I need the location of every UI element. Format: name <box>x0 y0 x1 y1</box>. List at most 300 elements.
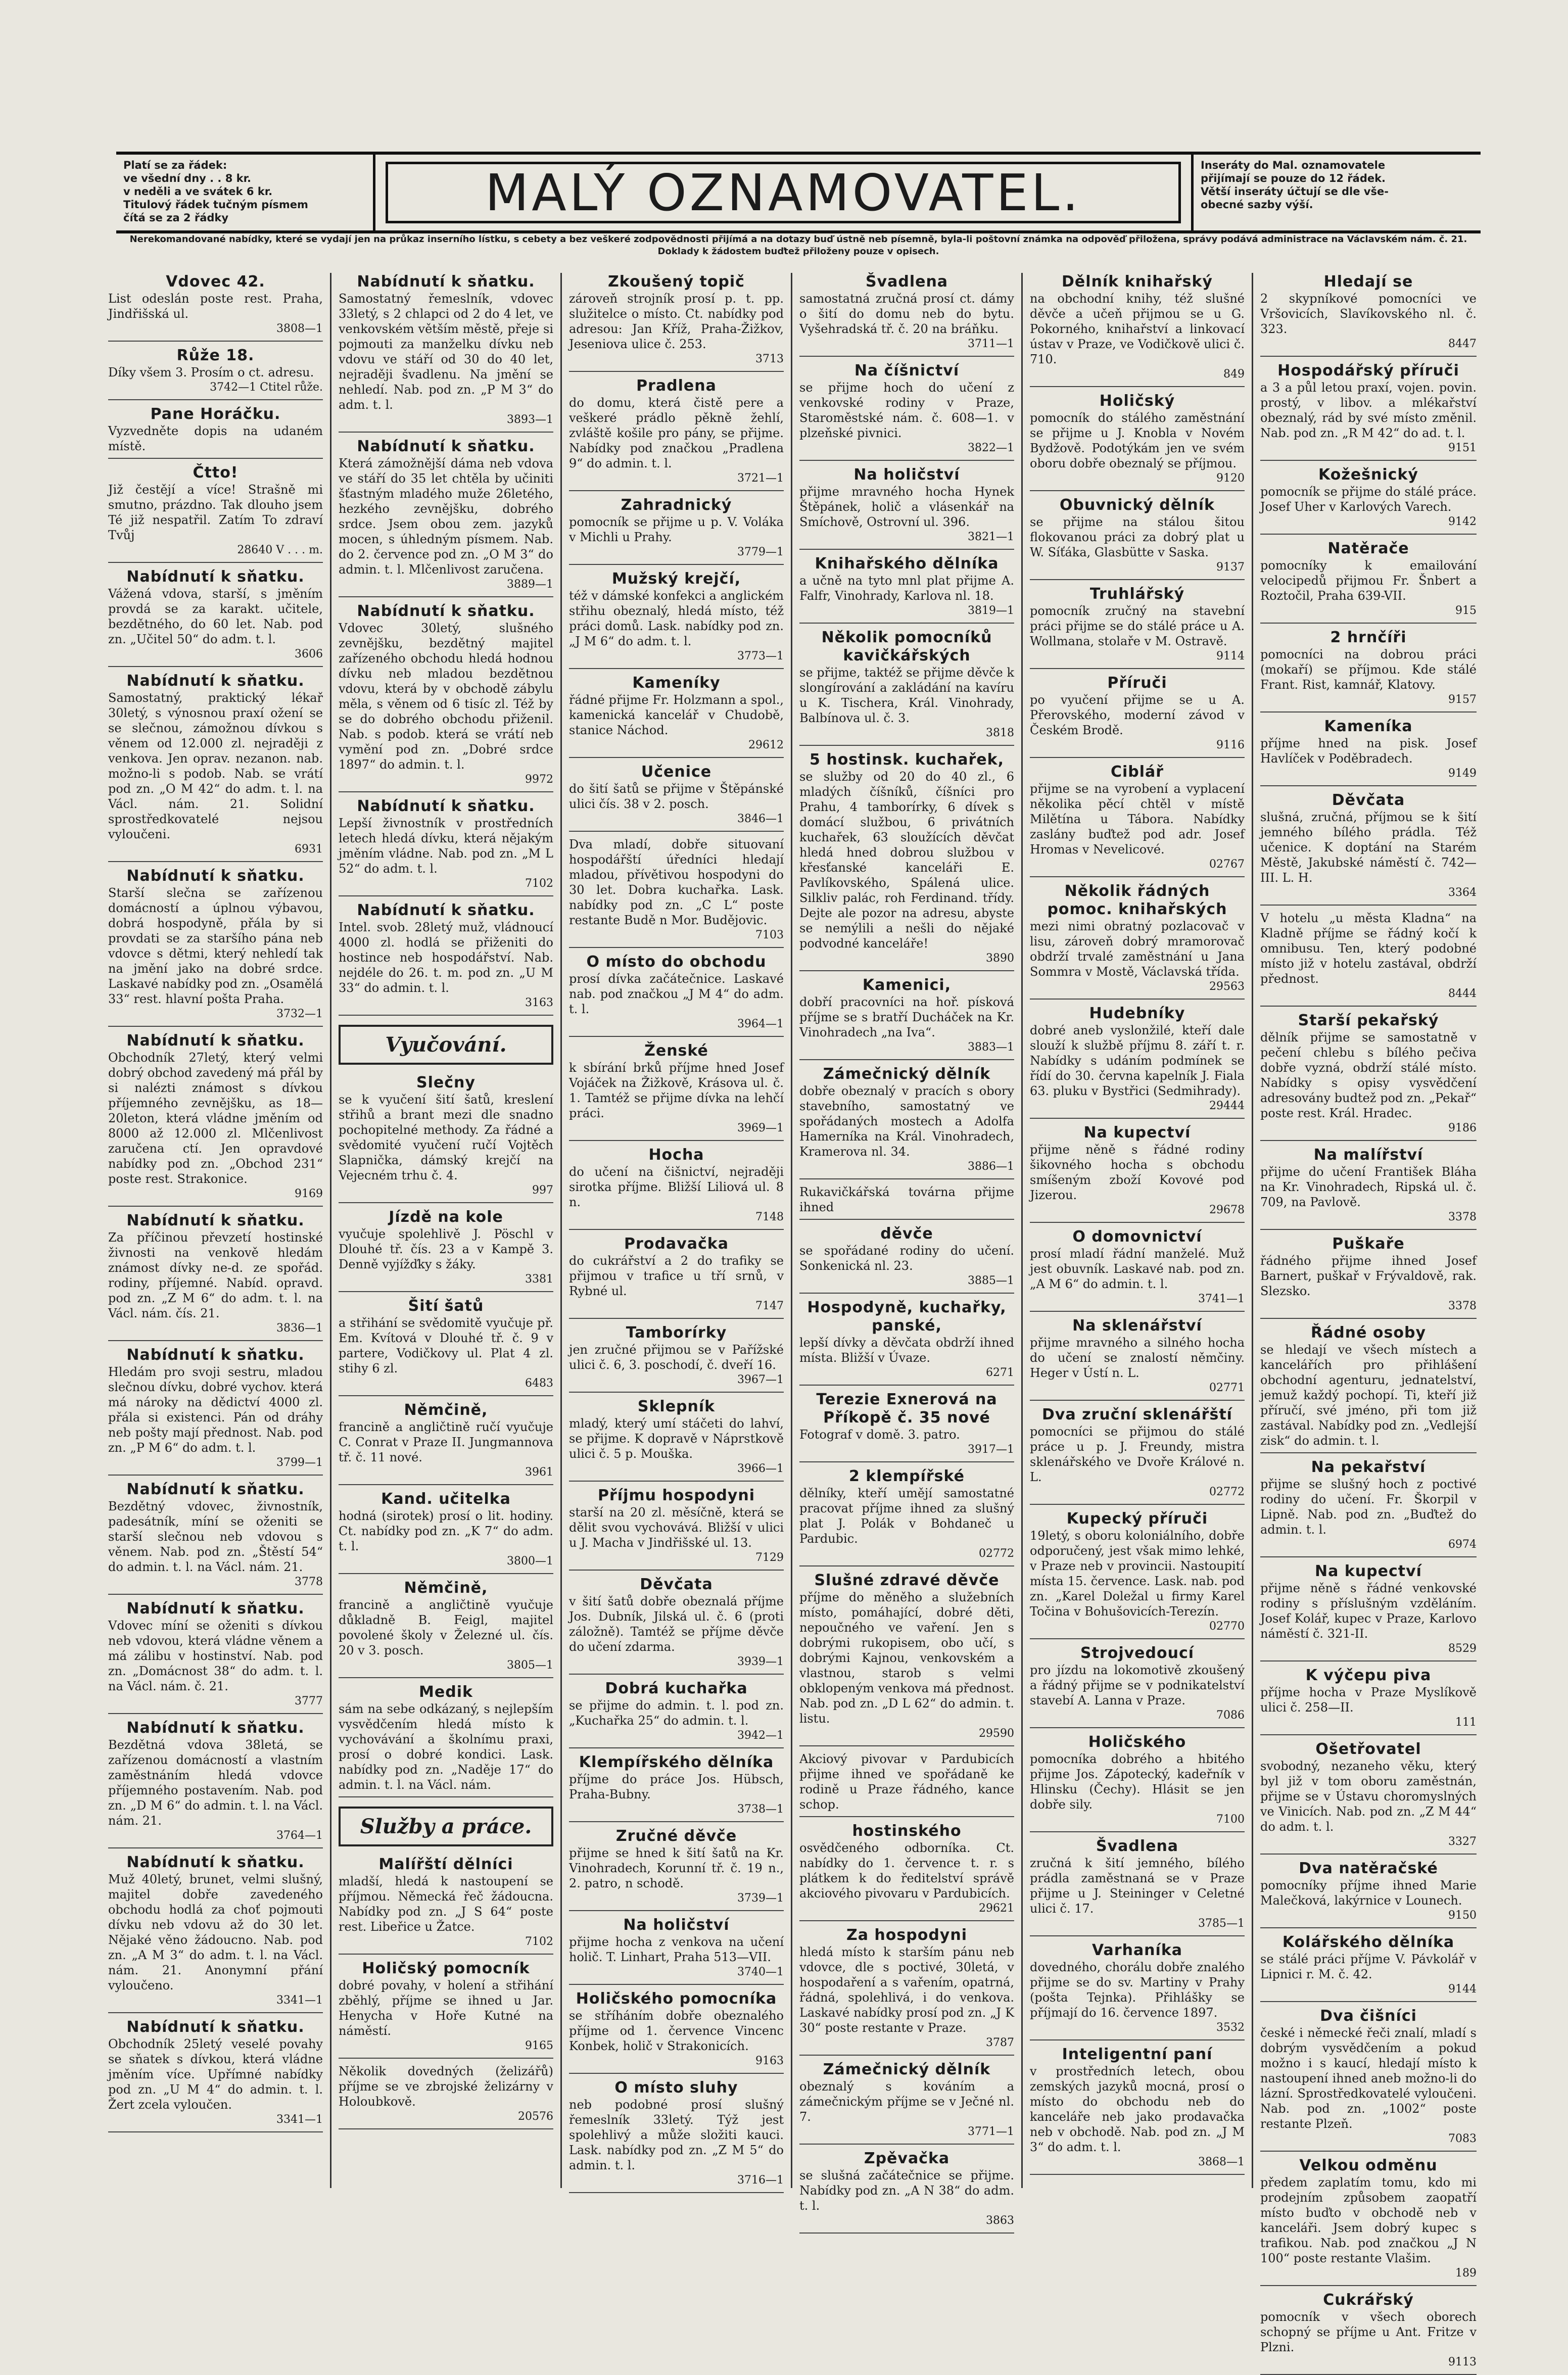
ad-code: 6271 <box>986 1366 1014 1379</box>
ad-text: Dva mladí, dobře situovaní hospodářští úředníci hledají mladou, přívětivou hospodyni do 30 let. Dobra kuchařka. Lask. nabídky pod zn. „C L“ poste restante Budě n Mor. Budějovic. <box>569 837 784 927</box>
ad-text: Intel. svob. 28letý muž, vládnoucí 4000 zl. hodlá se přiženiti do hostince neb hospodářství. Nab. nejdéle do 26. t. m. pod zn. „U M 33“ do admin. t. l. <box>339 920 553 995</box>
ad-text: V hotelu „u města Kladna“ na Kladně příjme se řádný kočí k omnibusu. Ten, který podobné místo již v hotelu zastával, obdrží přednost. <box>1260 911 1477 986</box>
notice-text: Nerekomandované nabídky, které se vydají jen na průkaz inserního lístku, s cebety a bez veškeré zodpovědnosti přijímá a na dotazy buď ústně neb písemně, byla-li poštovní známka na odpověď přiložena, správy podává administrace na Václavském nám. č. 21. Doklady k žádostem buďtež přiloženy pouze v opisech. <box>129 234 1467 257</box>
ad-text: neb podobné prosí slušný řemeslník 33letý. Týž jest spolehlivý a může složiti kauci. Lask. nabídky pod zn. „Z M 5“ do admin. t. l. <box>569 2098 784 2172</box>
ad-code: 3785—1 <box>1198 1917 1245 1930</box>
classified-ad <box>339 901 553 1016</box>
ad-title: Terezie Exnerová na Příkopě č. 35 nové <box>816 1391 997 1427</box>
ad-code: 3163 <box>525 996 553 1009</box>
classified-ad <box>1030 2046 1245 2175</box>
ad-code: 3821—1 <box>968 531 1014 543</box>
ad-title: Učenice <box>641 763 712 781</box>
ad-code: 3716—1 <box>737 2174 784 2187</box>
ad-code: 3969—1 <box>737 1122 784 1134</box>
ad-title: Dělník knihařský <box>1062 273 1213 291</box>
ad-text: se přijme hoch do učení z venkovské rodiny v Praze, Staroměstské nám. č. 608—1. v plzeňské pivnici. <box>799 381 1014 440</box>
ad-code: 3378 <box>1448 1300 1477 1312</box>
ad-title: Holičský <box>1099 392 1175 410</box>
price-line: ve všední dny . . 8 kr. <box>123 172 251 184</box>
ad-title: Strojvedoucí <box>1080 1644 1195 1662</box>
classified-ad <box>1030 1406 1245 1505</box>
ad-text: prosí dívka začátečnice. Laskavé nab. pod značkou „J M 4“ do adm. t. l. <box>569 972 784 1016</box>
ad-code: 3893—1 <box>507 413 553 426</box>
ad-title: Medik <box>419 1683 473 1701</box>
classified-ad <box>799 1751 1014 1817</box>
ad-code: 3819—1 <box>968 604 1014 617</box>
ad-text: hodná (sirotek) prosí o lit. hodiny. Ct. nabídky pod zn. „K 7“ do adm. t. l. <box>339 1509 553 1553</box>
classified-ad <box>1030 1124 1245 1223</box>
classified-ad <box>569 273 784 372</box>
ad-code: 8529 <box>1448 1642 1477 1655</box>
ad-code: 8447 <box>1448 338 1477 350</box>
ad-title: Zkoušený topič <box>608 273 745 291</box>
classified-ad <box>339 1297 553 1396</box>
classified-ad <box>799 1299 1014 1386</box>
classified-ad <box>339 1490 553 1574</box>
ad-code: 3818 <box>986 727 1014 739</box>
ad-text: Starší slečna se zařízenou domácností a úplnou výbavou, dobrá hospodyně, přála by si provdati se za staršího pána neb vdovce s dětmi, který nehledí tak na jmění jako na dobré srdce. Laskavé nabídky pod zn. „Osamělá 33“ rest. hlavní pošta Praha. <box>108 886 323 1006</box>
ad-text: Bezdětný vdovec, živnostník, padesátník, míní se oženiti se starší slečnou neb vdovou s věnem. Nab. pod zn. „Štěstí 54“ do admin. t. l. na Václ. nám. 21. <box>108 1499 323 1574</box>
ad-code: 9149 <box>1448 767 1477 780</box>
ad-text: slušná, zručná, příjmou se k šití jemného bílého prádla. Též učenice. K doptání na Starém Městě, Jakubské náměstí č. 742—III. L. H. <box>1260 810 1477 885</box>
ad-text: pomocníky k emailování velocipedů přijmou Fr. Šnbert a Roztočil, Praha 639-VII. <box>1260 558 1477 603</box>
ad-text: se přijme do admin. t. l. pod zn. „Kuchařka 25“ do admin. t. l. <box>569 1698 784 1728</box>
classified-ad <box>799 629 1014 746</box>
ad-text: se hledají ve všech místech a kancelářích pro přihlášení obchodní agenturu, jednatelství, jemuž každý pochopí. Ti, kteří již příručí, své jméno, při tom již zastával. Nabídky pod zn. „Vedlejší zisk“ do admin. t. l. <box>1260 1343 1477 1448</box>
ad-text: příjme do práce Jos. Hübsch, Praha-Bubny. <box>569 1772 784 1801</box>
ad-title: Němčině, <box>404 1579 488 1597</box>
ad-text: sám na sebe odkázaný, s nejlepším vysvědčením hledá místo k vychovávání a školnímu praxi, prosí o dobré kondici. Lask. nabídky pod zn. „Naděje 17“ do admin. t. l. na Václ. nám. <box>339 1702 553 1792</box>
ad-column <box>792 273 1023 2227</box>
ad-text: Již čestějí a více! Strašně mi smutno, prázdno. Tak dlouho jsem Té již nespatřil. Zatím To zdraví Tvůj <box>108 483 323 542</box>
ad-code: 29563 <box>1209 980 1245 993</box>
classified-ad <box>569 1146 784 1230</box>
ad-title: Pradlena <box>636 377 717 395</box>
ad-text: francině a angličtině ručí vyučuje C. Conrat v Praze II. Jungmannova tř. č. 11 nové. <box>339 1420 553 1464</box>
ad-text: osvědčeného odborníka. Ct. nabídky do 1. července t. r. s plátkem k do ředitelství správě akciového pivovaru v Pardubicích. <box>799 1841 1014 1901</box>
classified-ad <box>108 1346 323 1476</box>
ad-code: 9120 <box>1216 472 1245 485</box>
ad-title: Nabídnutí k sňatku. <box>126 672 305 690</box>
ad-text: se k vyučení šití šatů, kreslení střihů a brant mezi dle snadno pochopitelné methody. Za řádné a svědomité vyučení ručí Vojtěch Slapnička, dámský krejčí na Vejecném trhu č. 4. <box>339 1092 553 1182</box>
ad-column <box>1253 273 1484 2368</box>
classified-ad <box>569 674 784 758</box>
classified-ad <box>569 1576 784 1675</box>
ad-text: se stálé práci příjme V. Pávkolář v Lipnici r. M. č. 42. <box>1260 1952 1477 1981</box>
ad-text: příjme hocha v Praze Myslíkově ulici č. 258—II. <box>1260 1685 1477 1715</box>
ad-text: hledá místo k starším pánu neb vdovce, dle s poctivé, 30letá, v hospodaření a s vařením, opatrná, řádná, spolehlivá, i do venkova. Laskavé nabídky prosí pod zn. „J K 30“ poste restante v Praze. <box>799 1945 1014 2035</box>
ad-text: přijme mravného a silného hocha do učení se znalostí němčiny. Heger v Ústí n. L. <box>1030 1336 1245 1380</box>
classified-ad <box>799 2150 1014 2234</box>
classified-ad <box>799 555 1014 624</box>
ad-title: Kožešnický <box>1318 466 1418 484</box>
ad-text: v šití šatů dobře obeznalá příjme Jos. Dubník, Jilská ul. č. 6 (proti záložně). Tamtéž se příjme děvče do učení zdarma. <box>569 1594 784 1654</box>
ad-text: Vdovec míní se oženiti s dívkou neb vdovou, která vládne věnem a má zálibu v hostinství. Nab. pod zn. „Domácnost 38“ do adm. t. l. na Václ. nám. č. 21. <box>108 1619 323 1693</box>
ad-title: Nabídnutí k sňatku. <box>357 602 535 620</box>
ad-code: 7102 <box>525 1935 553 1948</box>
rules-line: Inseráty do Mal. oznamovatele <box>1201 159 1386 171</box>
ad-code: 3886—1 <box>968 1160 1014 1173</box>
ad-code: 28640 V . . . m. <box>237 544 323 556</box>
ad-code: 8444 <box>1448 987 1477 1000</box>
classified-ad <box>339 797 553 896</box>
classified-ad <box>569 496 784 565</box>
ad-title: Cukrářský <box>1323 2291 1414 2309</box>
ad-text: do učení na čišnictví, nejraději sirotka příjme. Bližší Liliová ul. 8 n. <box>569 1165 784 1209</box>
ad-title: Ciblář <box>1110 763 1164 781</box>
classified-ad <box>339 602 553 792</box>
ad-text: dělníky, kteří umějí samostatné pracovat příjme ihned za slušný plat J. Polák v Bohdaneč u Pardubic. <box>799 1486 1014 1546</box>
classified-ad <box>569 1487 784 1571</box>
ad-text: přijme hocha z venkova na učení holič. T. Linhart, Praha 513—VII. <box>569 1935 784 1964</box>
ad-title: Nabídnutí k sňatku. <box>126 1600 305 1618</box>
ad-title: Puškaře <box>1332 1235 1405 1253</box>
classified-ad <box>339 1208 553 1292</box>
classified-ad <box>339 1960 553 2059</box>
ad-text: předem zaplatím tomu, kdo mi prodejním způsobem zaopatří místo buďto v obchodě neb v kanceláři. Jsem dobrý kupec s trafikou. Nab. pod značkou „J N 100“ poste restante Vlašim. <box>1260 2175 1477 2265</box>
ad-code: 3721—1 <box>737 472 784 485</box>
ad-text: a střihání se svědomitě vyučuje př. Em. Kvítová v Dlouhé tř. č. 9 v partere, Vodičkovy ul. Plat 4 zl. stihy 6 zl. <box>339 1316 553 1375</box>
classified-ad <box>1260 791 1477 906</box>
classified-ad <box>799 1391 1014 1462</box>
ad-title: Mužský krejčí, <box>611 570 741 588</box>
ad-title: Starší pekařský <box>1298 1012 1439 1029</box>
ad-title: Na číšnictví <box>854 362 960 379</box>
classified-ad <box>799 273 1014 357</box>
ad-code: 3606 <box>295 648 323 660</box>
classified-ad <box>1260 718 1477 786</box>
ad-title: Řádné osoby <box>1310 1324 1427 1342</box>
ad-code: 9186 <box>1448 1122 1477 1134</box>
ad-text: zároveň strojník prosí p. t. pp. služitelce o místo. Ct. nabídky pod adresou: Jan Kříž, Praha-Žižkov, Jeseniova ulice č. 253. <box>569 292 784 351</box>
ad-text: obeznalý s kováním a zámečnickým příjme se v Ječné nl. 7. <box>799 2079 1014 2124</box>
page-title: MALÝ OZNAMOVATEL. <box>386 162 1181 223</box>
ad-text: přijme se slušný hoch z poctivé rodiny do učení. Fr. Škorpil v Lipně. Nab. pod zn. „Buďtež do admin. t. l. <box>1260 1477 1477 1537</box>
classified-ad <box>1030 1837 1245 1936</box>
ad-column <box>1023 273 1253 2188</box>
ad-code: 3942—1 <box>737 1729 784 1742</box>
ad-text: po vyučení přijme se u A. Přerovského, moderní závod v Českém Brodě. <box>1030 693 1245 737</box>
ad-title: Děvčata <box>1332 791 1405 809</box>
ad-title: 2 hrnčíři <box>1330 629 1407 646</box>
ad-text: Která zámožnější dáma neb vdova ve stáří do 35 let chtěla by učiniti šťastným mladého muže 26letého, hezkého zevnějšku, dobrého srdce. Jsem obou zem. jazyků mocen, s úhledným písmem. Nab. do 2. července pod zn. „O M 3“ do admin. t. l. Mlčenlivost zaručena. <box>339 456 553 577</box>
classified-ad <box>1260 362 1477 461</box>
ad-text: se služby od 20 do 40 zl., 6 mladých číšníků, číšníci pro Prahu, 4 tamborírky, 6 dívek s domácí službou, 6 privátních kuchařek, 63 sloužících děvčat hledá hned dobrou službou v křesťanské kanceláři E. Pavlíkovského, Spálená ulice. Silkliv palác, roh Ferdinand. třídy. Dejte ale pozor na adresu, abyste se nemýlili a nešli do nějaké podvodné kanceláře! <box>799 770 1014 951</box>
ad-code: 3713 <box>755 353 784 365</box>
classified-ad <box>799 362 1014 461</box>
ad-text: se spořádané rodiny do učení. Sonkenická nl. 23. <box>799 1244 1014 1273</box>
ad-text: Muž 40letý, brunet, velmi slušný, majitel dobře zavedeného obchodu hodlá za choť pojmouti dívku neb vdovu až do 30 let. Nějaké věno žádoucno. Nab. pod zn. „A M 3“ do adm. t. l. na Václ. nám. 21. Anonymní přání vyloučeno. <box>108 1872 323 1992</box>
ad-title: Nabídnutí k sňatku. <box>357 438 535 455</box>
classified-ad <box>1260 1860 1477 1928</box>
ad-text: příjme hned na pisk. Josef Havlíček v Poděbradech. <box>1260 736 1477 766</box>
classified-ad <box>1030 1317 1245 1401</box>
ad-title: Ošetřovatel <box>1315 1740 1421 1758</box>
ad-title: 5 hostinsk. kuchařek, <box>810 751 1004 769</box>
price-box <box>116 155 375 230</box>
ad-text: přijme mravného hocha Hynek Štěpánek, holič a vlásenkář na Smíchově, Ostrovní ul. 396. <box>799 485 1014 529</box>
classified-ad <box>108 1600 323 1714</box>
ad-title: Na kupectví <box>1083 1124 1191 1142</box>
ad-code: 6974 <box>1448 1538 1477 1551</box>
ad-title: Natěrače <box>1327 540 1409 557</box>
ad-code: 9165 <box>525 2039 553 2052</box>
ad-text: Vyzvedněte dopis na udaném místě. <box>108 424 323 453</box>
ad-text: dělník přijme se samostatně v pečení chlebu s bílého pečiva dobře vyzná, obdrží stálé místo. Nabídky s opisy vysvědčení adresovány budtež pod zn. „Pekař“ poste rest. Král. Hradec. <box>1260 1030 1477 1120</box>
ad-code: 9137 <box>1216 561 1245 574</box>
ad-columns <box>101 273 1486 2368</box>
header-bar <box>116 152 1481 233</box>
classified-ad <box>1030 763 1245 877</box>
classified-ad <box>569 2079 784 2193</box>
ad-text: Vdovec 30letý, slušného zevnějšku, bezdětný majitel zařízeného obchodu hledá hodnou dívku neb mladou bezdětnou vdovu, která by v obchodě zábylu měla, s věnem od 6 tisíc zl. Též by se do dobrého obchodu přiženil. Nab. s podob. která se vrátí neb vymění pod zn. „Dobré srdce 1897“ do admin. t. l. <box>339 621 553 772</box>
ad-text: Za příčinou převzetí hostinské živnosti na venkově hledám známost dívky ne-d. ze spořád. rodiny, příjemné. Nabíd. opravd. pod zn. „Z M 6“ do adm. t. l. na Václ. nám. čís. 21. <box>108 1230 323 1320</box>
rules-line: obecné sazby výší. <box>1201 199 1313 211</box>
price-line: čítá se za 2 řádky <box>123 212 229 224</box>
ad-title: Vdovec 42. <box>166 273 265 291</box>
classified-ad <box>108 405 323 459</box>
classified-ad <box>108 1719 323 1848</box>
classified-ad <box>108 1481 323 1595</box>
ad-text: pomocník do stálého zaměstnání se přijme u J. Knobla v Novém Bydžově. Podotýkám jen ve svém oboru dobře obeznalý se příjmou. <box>1030 411 1245 470</box>
classified-ad <box>108 1032 323 1207</box>
ad-column <box>562 273 792 2188</box>
ad-text: pomocník v všech oborech schopný se příjme u Ant. Fritze v Plzni. <box>1260 2310 1477 2354</box>
classified-ad <box>1030 1733 1245 1832</box>
classified-ad <box>799 1926 1014 2056</box>
ad-text: dobří pracovníci na hoř. písková příjme se s bratří Ducháček na Kr. Vinohradech „na Iva“. <box>799 995 1014 1039</box>
classified-ad <box>1260 2157 1477 2286</box>
ad-text: též v dámské konfekci a anglickém střihu obeznalý, hledá místo, též práci domů. Lask. nabídky pod zn. „J M 6“ do adm. t. l. <box>569 589 784 648</box>
classified-ad <box>799 1822 1014 1921</box>
rules-line: Větší inseráty účtují se dle vše- <box>1201 185 1389 198</box>
ad-text: prosí mladí řádní manželé. Muž jest obuvník. Laskavé nab. pod zn. „A M 6“ do admin. t. l. <box>1030 1247 1245 1291</box>
ad-code: 3967—1 <box>737 1373 784 1386</box>
ad-title: Na sklenářství <box>1072 1317 1202 1335</box>
ad-code: 3868—1 <box>1198 2156 1245 2168</box>
classified-ad <box>1260 466 1477 535</box>
price-line: Platí se za řádek: <box>123 159 227 171</box>
ad-text: pomocníci na dobrou práci (mokaří) se příjmou. Kde stálé Frant. Rist, kamnář, Klatovy. <box>1260 647 1477 692</box>
ad-text: se přijme na stálou šitou flokovanou práci za dobrý plat u W. Síťáka, Glasbütte v Saska. <box>1030 515 1245 559</box>
ad-title: K výčepu piva <box>1305 1667 1432 1684</box>
ad-code: 3364 <box>1448 886 1477 899</box>
classified-ad <box>1260 1667 1477 1735</box>
classified-ad <box>569 1042 784 1141</box>
ad-text: pro jízdu na lokomotivě zkoušený a řádný přijme se v podnikatelství stavebí A. Lanna v Praze. <box>1030 1663 1245 1707</box>
ad-text: starší na 20 zl. měsíčně, která se dělit svou vychovává. Bližší v ulici u J. Macha v Jindřišské ul. 13. <box>569 1505 784 1550</box>
ad-text: jen zručné přijmou se v Pařížské ulici č. 6, 3. poschodí, č. dveří 16. <box>569 1343 784 1372</box>
ad-code: 7102 <box>525 877 553 890</box>
classified-ad <box>799 1467 1014 1566</box>
classified-ad <box>569 1680 784 1748</box>
ad-text: zručná k šití jemného, bílého prádla zaměstnaná se v Praze přijme u J. Steininger v Celetné ulici č. 17. <box>1030 1856 1245 1916</box>
ad-text: k sbírání brků příjme hned Josef Vojáček na Žižkově, Krásova ul. č. 1. Tamtéž se přijme dívka na lehčí práci. <box>569 1061 784 1120</box>
ad-text: do šití šatů se přijme v Štěpánské ulici čís. 38 v 2. posch. <box>569 782 784 811</box>
classified-ad <box>1260 2007 1477 2152</box>
classified-ad <box>1030 882 1245 1000</box>
ad-code: 9144 <box>1448 1983 1477 1996</box>
ad-title: Klempířského dělníka <box>579 1753 774 1771</box>
ad-text: Rukavičkářská továrna přijme ihned <box>799 1185 1014 1214</box>
ad-text: se přijme, taktéž se přijme děvče k slongírování a zakládání na kavíru u K. Tischera, Král. Vinohrady, Balbínova ul. č. 3. <box>799 666 1014 725</box>
ad-title: Několik řádných pomoc. knihařských <box>1047 882 1227 918</box>
ad-title: Nabídnutí k sňatku. <box>126 1719 305 1737</box>
classified-ad <box>799 1572 1014 1746</box>
ad-code: 7103 <box>755 929 784 941</box>
ad-code: 29678 <box>1209 1204 1245 1216</box>
ad-code: 3964—1 <box>737 1018 784 1030</box>
ad-text: Obchodník 25letý veselé povahy se sňatek s dívkou, která vládne jměním více. Upřímné nabídky pod zn. „U M 4“ do admin. t. l. Žert zcela vyloučen. <box>108 2037 323 2112</box>
ad-title: Tamborírky <box>626 1324 727 1342</box>
ad-code: 3740—1 <box>737 1966 784 1978</box>
classified-ad <box>1030 1005 1245 1119</box>
ad-title: Na kupectví <box>1315 1562 1422 1580</box>
ad-title: Inteligentní paní <box>1062 2046 1213 2063</box>
ad-text: Vážená vdova, starší, s jměním provdá se za karakt. učitele, bezdětného, do 60 let. Nab. pod zn. „Učitel 50“ do adm. t. l. <box>108 587 323 646</box>
classified-ad <box>339 273 553 433</box>
ad-code: 29612 <box>748 739 784 751</box>
ad-title: Truhlářský <box>1089 585 1185 603</box>
classified-ad <box>1030 1941 1245 2040</box>
ad-text: Lepší živnostník v prostředních letech hledá dívku, která nějakým jměním vládne. Nab. pod zn. „M L 52“ do adm. t. l. <box>339 816 553 876</box>
ad-title: Hudebníky <box>1089 1005 1185 1022</box>
ad-title: Nabídnutí k sňatku. <box>126 2018 305 2036</box>
classified-ad <box>569 570 784 669</box>
ad-text: přijme se hned k šití šatů na Kr. Vinohradech, Korunní tř. č. 19 n., 2. patro, n schodě. <box>569 1846 784 1890</box>
ad-code: 3711—1 <box>968 338 1014 350</box>
ad-code: 29621 <box>979 1902 1014 1915</box>
ad-title: O místo sluhy <box>614 2079 738 2097</box>
section-heading: Vyučování. <box>339 1025 553 1065</box>
classified-ad <box>1260 1933 1477 2002</box>
ad-title: Jízdě na kole <box>389 1208 503 1226</box>
ad-text: mezi nimi obratný pozlacovač v lisu, zároveň dobrý mramorovač obdrží trvalé zaměstnání u Jana Sommra v Mostě, Václavská třída. <box>1030 919 1245 979</box>
classified-ad <box>339 1579 553 1678</box>
ad-code: 20576 <box>518 2110 553 2123</box>
ad-title: Nabídnutí k sňatku. <box>126 1212 305 1229</box>
ad-code: 3732—1 <box>276 1008 323 1020</box>
ad-title: Holičský pomocník <box>362 1960 530 1977</box>
ad-code: 9114 <box>1216 650 1245 662</box>
classified-ad <box>108 464 323 563</box>
classified-ad <box>799 466 1014 550</box>
ad-title: Hocha <box>648 1146 704 1164</box>
ad-title: Na pekařství <box>1311 1458 1426 1476</box>
classified-ad <box>799 1184 1014 1220</box>
ad-text: a 3 a půl letou praxí, vojen. povin. prostý, v libov. a mlékařství obeznalý, rád by své místo změnil. Nab. pod zn. „R M 42“ do ad. t. l. <box>1260 381 1477 440</box>
ad-title: O domovnictví <box>1072 1228 1202 1246</box>
price-line: v neděli a ve svátek 6 kr. <box>123 185 273 198</box>
ad-title: Kameníka <box>1324 718 1413 735</box>
classified-ad <box>1260 1740 1477 1855</box>
ad-text: se slušná začátečnice se přijme. Nabídky pod zn. „A N 38“ do adm. t. l. <box>799 2168 1014 2213</box>
ad-title: Prodavačka <box>624 1235 729 1253</box>
classified-ad <box>108 1854 323 2013</box>
ad-title: Děvčata <box>640 1576 713 1593</box>
ad-title: Švadlena <box>865 273 948 291</box>
ad-text: Samostatný, praktický lékař 30letý, s výnosnou praxí ožení se se slečnou, zámožnou dívkou s věnem od 12.000 zl. nejraději z venkova. Jen oprav. nezanon. nab. možno-li s podob. Nab. se vrátí pod zn. „O M 42“ do adm. t. l. na Václ. nám. 21. Solidní sprostředkovatelé nejsou vyloučeni. <box>108 691 323 841</box>
ad-text: do cukrářství a 2 do trafiky se přijmou v trafice u tří srnů, v Rybné ul. <box>569 1254 784 1298</box>
ad-code: 7100 <box>1216 1813 1245 1826</box>
ad-title: Šití šatů <box>408 1297 484 1315</box>
classified-ad <box>569 763 784 832</box>
ad-title: Čtto! <box>193 464 239 482</box>
ad-code: 3787 <box>986 2036 1014 2049</box>
ad-title: Pane Horáčku. <box>150 405 281 423</box>
classified-ad <box>1030 1228 1245 1312</box>
classified-ad <box>1030 674 1245 758</box>
rules-box <box>1191 155 1481 230</box>
classified-ad <box>1260 1146 1477 1230</box>
ad-title: O místo do obchodu <box>586 953 767 971</box>
ad-code: 3883—1 <box>968 1041 1014 1054</box>
ad-title: Nabídnutí k sňatku. <box>357 797 535 815</box>
ad-code: 02767 <box>1209 858 1245 871</box>
classified-ad <box>1030 585 1245 669</box>
ad-text: Obchodník 27letý, který velmi dobrý obchod zavedený má přál by si nalézti známost s dívkou příjemného zevnějšku, as 18—20leton, která vládne jměním od 8000 až 12.000 zl. Mlčenlivost zaručena ctí. Jen opravdové nabídky pod zn. „Obchod 231“ poste rest. Strakonice. <box>108 1051 323 1186</box>
ad-title: Knihařského dělníka <box>815 555 999 573</box>
classified-ad <box>1260 629 1477 712</box>
classified-ad <box>799 1225 1014 1294</box>
ad-text: přijme něně s řádné venkovské rodiny s příslušným vzděláním. Josef Kolář, kupec v Praze, Karlovo náměstí č. 321-II. <box>1260 1581 1477 1641</box>
ad-text: lepší dívky a děvčata obdrží ihned místa. Bližší v Úvaze. <box>799 1336 1014 1365</box>
classified-ad <box>569 1235 784 1319</box>
ad-text: přijme do učení František Bláha na Kr. Vinohradech, Ripská ul. č. 709, na Pavlově. <box>1260 1165 1477 1209</box>
ad-code: 3327 <box>1448 1835 1477 1848</box>
ad-title: Hospodářský příruči <box>1277 362 1459 379</box>
ad-code: 3846—1 <box>737 813 784 825</box>
classified-ad <box>108 1212 323 1341</box>
classified-ad <box>1260 2291 1477 2375</box>
ad-code: 3939—1 <box>737 1655 784 1668</box>
ad-title: Zámečnický dělník <box>823 1065 991 1083</box>
classified-ad <box>1260 1324 1477 1453</box>
classified-ad <box>339 1074 553 1203</box>
ad-code: 997 <box>532 1184 553 1197</box>
ad-code: 29590 <box>979 1727 1014 1740</box>
ad-title: Zámečnický dělník <box>823 2061 991 2078</box>
ad-code: 3741—1 <box>1198 1293 1245 1305</box>
classified-ad <box>1030 392 1245 491</box>
ad-title: Na malířství <box>1313 1146 1423 1164</box>
classified-ad <box>1260 273 1477 357</box>
classified-ad <box>339 1683 553 1797</box>
ad-title: Velkou odměnu <box>1299 2157 1438 2174</box>
classified-ad <box>569 837 784 948</box>
ad-title: Hospodyně, kuchařky, panské, <box>807 1299 1007 1335</box>
classified-ad <box>569 377 784 491</box>
classified-ad <box>339 1401 553 1485</box>
ad-title: Malířští dělníci <box>378 1856 513 1873</box>
ad-column <box>101 273 331 2188</box>
ad-text: francině a angličtině vyučuje důkladně B. Feigl, majitel povolené školy v Železné ul. čís. 20 v 3. posch. <box>339 1598 553 1657</box>
ad-text: vyučuje spolehlivě J. Pöschl v Dlouhé tř. čís. 23 a v Kampě 3. Denně vyjížďky s žáky. <box>339 1227 553 1271</box>
ad-code: 9113 <box>1448 2356 1477 2368</box>
classified-ad <box>1030 1510 1245 1639</box>
ad-text: dobře obeznalý v pracích s obory stavebního, samostatný ve spořádaných mostech a Adolfa Hamerníka na Král. Vinohradech, Kramerova nl. 34. <box>799 1084 1014 1159</box>
classified-ad <box>799 1065 1014 1179</box>
ad-title: Příruči <box>1107 674 1167 692</box>
classified-ad <box>569 1324 784 1393</box>
ad-text: příjme do měněho a služebních místo, pomáhající, dobré děti, nepoučného ve vaření. Jen s dobrými rukopisem, obo učí, s dobrými Kajnou, venkovském a vlastnou, starob s velmi obklopeným venkova má přednost. Nab. pod zn. „D L 62“ do admin. t. listu. <box>799 1590 1014 1726</box>
ad-title: Švadlena <box>1096 1837 1179 1855</box>
ad-title: Slušné zdravé děvče <box>814 1572 1000 1589</box>
classified-ad <box>108 347 323 400</box>
ad-code: 6483 <box>525 1377 553 1390</box>
classified-ad <box>1260 1458 1477 1557</box>
ad-code: 3378 <box>1448 1211 1477 1223</box>
